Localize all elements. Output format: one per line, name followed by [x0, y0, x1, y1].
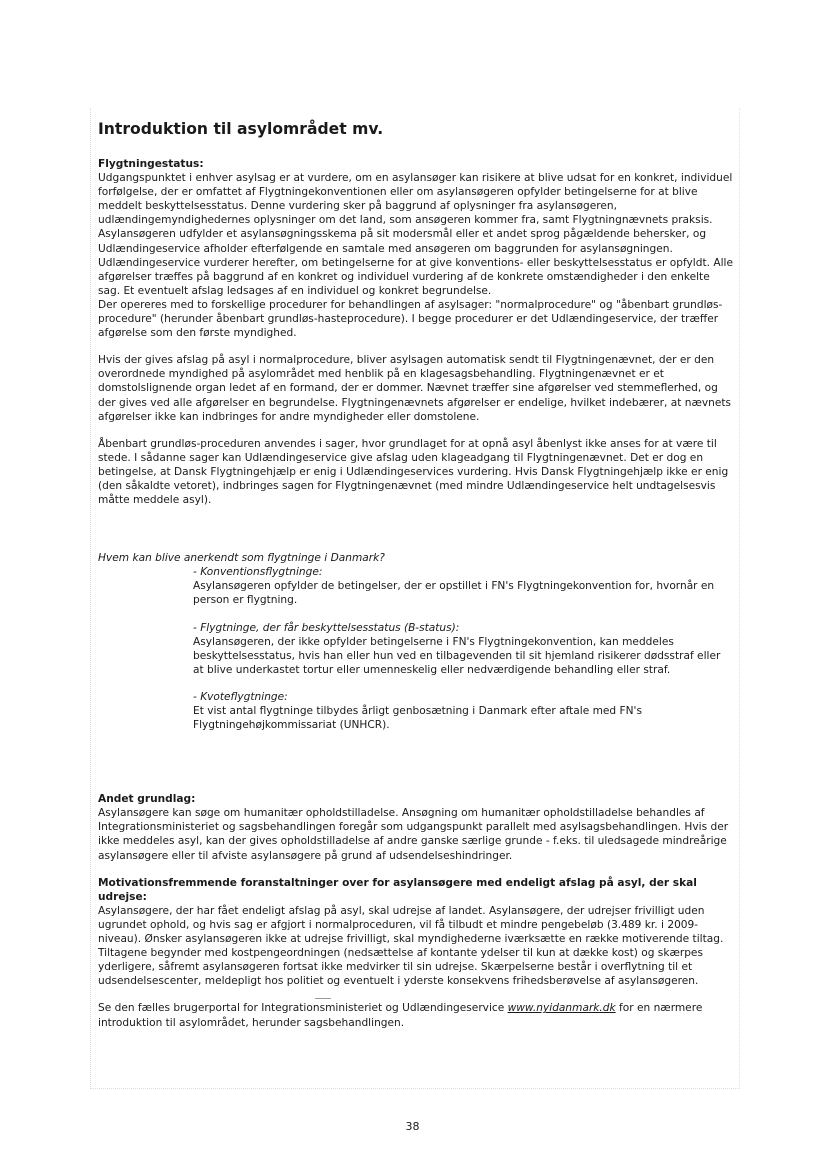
list-item-label: - Kvoteflygtninge:	[193, 690, 288, 703]
section-heading-andet: Andet grundlag:	[98, 793, 196, 806]
section-heading-motivation: Motivationsfremmende foranstaltninger over for asylansøgere med endeligt afslag på asyl, der skal udrejse:	[98, 876, 697, 903]
list-item	[193, 690, 734, 732]
paragraph-udgangspunkt: Udgangspunktet i enhver asylsag er at vurdere, om en asylansøger kan risikere at blive udsat for en konkret, individuel forfølgelse, der er omfattet af Flygtningekonventionen eller om asylansøgeren opfylder betingelserne for at blive meddelt beskyttelsesstatus. Denne vurdering sker på baggrund af oplysninger fra asylansøgeren, udlændingemyndighedernes oplysninger om det land, som ansøgeren kommer fra, samt Flygtningnævnets praksis. Asylansøgeren udfylder et asylansøgningsskema på sit modersmål eller et andet sprog pågældende behersker, og Udlændingeservice afholder efterfølgende en samtale med ansøgeren om baggrunden for asylansøgningen. Udlændingeservice vurderer herefter, om betingelserne for at give konventions- eller beskyttelsesstatus er opfyldt. Alle afgørelser træffes på baggrund af en konkret og individuel vurdering af de konkrete omstændigheder i den enkelte sag. Et eventuelt afslag ledsages af en individuel og konkret begrundelse.	[98, 172, 733, 297]
paragraph-procedurer: Der opereres med to forskellige procedurer for behandlingen af asylsager: "normalprocedure" og "åbenbart grundløs-procedure" (herunder åbenbart grundløs-hasteprocedure). I begge procedurer er det Udlændingeservice, der træffer afgørelse som den første myndighed.	[98, 298, 723, 340]
refugee-types-list	[193, 565, 734, 732]
paragraph-aabenbart-grundloes: Åbenbart grundløs-proceduren anvendes i sager, hvor grundlaget for at opnå asyl åbenlyst ikke anses for at være til stede. I sådanne sager kan Udlændingeservice give afslag uden klageadgang til Flygtningenævnet. Det er dog en betingelse, at Dansk Flygtningehjælp er enig i Udlændingeservices vurdering. Hvis Dansk Flygtningehjælp ikke er enig (den såkaldte vetoret), indbringes sagen for Flygtningenævnet (med mindre Udlændingeservice helt undtagelsesvis måtte meddele asyl).	[98, 437, 729, 507]
section-heading-flygtningestatus: Flygtningestatus:	[98, 158, 204, 170]
list-item-text: Asylansøgeren, der ikke opfylder betingelserne i FN's Flygtningekonvention, kan meddeles beskyttelsesstatus, hvis han eller hun ved en tilbagevenden til sit hjemland risikerer dødsstraf eller at blive underkastet tortur eller umenneskelig eller nedværdigende behandling eller straf.	[193, 635, 721, 676]
portal-text-after: for en nærmere introduktion til asylområdet, herunder sagsbehandlingen.	[98, 1002, 703, 1029]
document-body	[98, 119, 734, 1030]
question-heading: Hvem kan blive anerkendt som flygtninge i Danmark?	[98, 552, 385, 565]
divider	[315, 998, 331, 999]
list-item	[193, 621, 734, 677]
paragraph-motivation: Asylansøgere, der har fået endeligt afslag på asyl, skal udrejse af landet. Asylansøgere, der udrejser frivilligt uden ugrundet ophold, og hvis sag er afgjort i normalproceduren, vil få tilbudt et mindre pengebeløb (3.489 kr. i 2009-niveau). Ønsker asylansøgeren ikke at udrejse frivilligt, skal myndighederne iværksætte en række motiverende tiltag. Tiltagene begynder med kostpengeordningen (nedsættelse af kontante ydelser til kun at dække kost) og skærpes yderligere, såfremt asylansøgeren fortsat ikke medvirker til sin udrejse. Skærpelserne består i overflytning til et udsendelsescenter, meldepligt hos politiet og eventuelt i yderste konsekvens frihedsberøvelse af asylansøgeren.	[98, 904, 724, 988]
list-item	[193, 565, 734, 607]
list-item-label: - Flygtninge, der får beskyttelsesstatus (B-status):	[193, 621, 460, 634]
portal-link[interactable]: www.nyidanmark.dk	[507, 1002, 616, 1015]
page-number: 38	[405, 1120, 420, 1133]
paragraph-normalprocedure: Hvis der gives afslag på asyl i normalprocedure, bliver asylsagen automatisk sendt til Flygtningenævnet, der er den overordnede myndighed på asylområdet med henblik på en klagesagsbehandling. Flygtningenævnet er et domstolslignende organ ledet af en formand, der er dommer. Nævnet træffer sine afgørelser ved stemmeflerhed, og der gives ved alle afgørelser en begrundelse. Flygtningenævnets afgørelser er endelige, hvilket indebærer, at nævnets afgørelser ikke kan indbringes for andre myndigheder eller domstolene.	[98, 354, 732, 423]
list-item-text: Asylansøgeren opfylder de betingelser, der er opstillet i FN's Flygtningekonvention for, hvornår en person er flygtning.	[193, 580, 715, 607]
page-title: Introduktion til asylområdet mv.	[98, 120, 384, 138]
list-item-label: - Konventionsflygtninge:	[193, 566, 323, 579]
portal-text-before: Se den fælles brugerportal for Integrationsministeriet og Udlændingeservice	[98, 1002, 508, 1015]
list-item-text: Et vist antal flygtninge tilbydes årligt genbosætning i Danmark efter aftale med FN's Flygtningehøjkommissariat (UNHCR).	[193, 705, 642, 732]
paragraph-portal	[98, 1001, 734, 1029]
paragraph-andet-grundlag: Asylansøgere kan søge om humanitær opholdstilladelse. Ansøgning om humanitær opholdstilladelse behandles af Integrationsministeriet og sagsbehandlingen foregår som udgangspunkt parallelt med asylsagsbehandlingen. Hvis der ikke meddeles asyl, kan der gives opholdstilladelse af andre ganske særlige grunde - f.eks. til uledsagede mindreårige asylansøgere eller til afviste asylansøgere på grund af udsendelseshindringer.	[98, 807, 729, 862]
